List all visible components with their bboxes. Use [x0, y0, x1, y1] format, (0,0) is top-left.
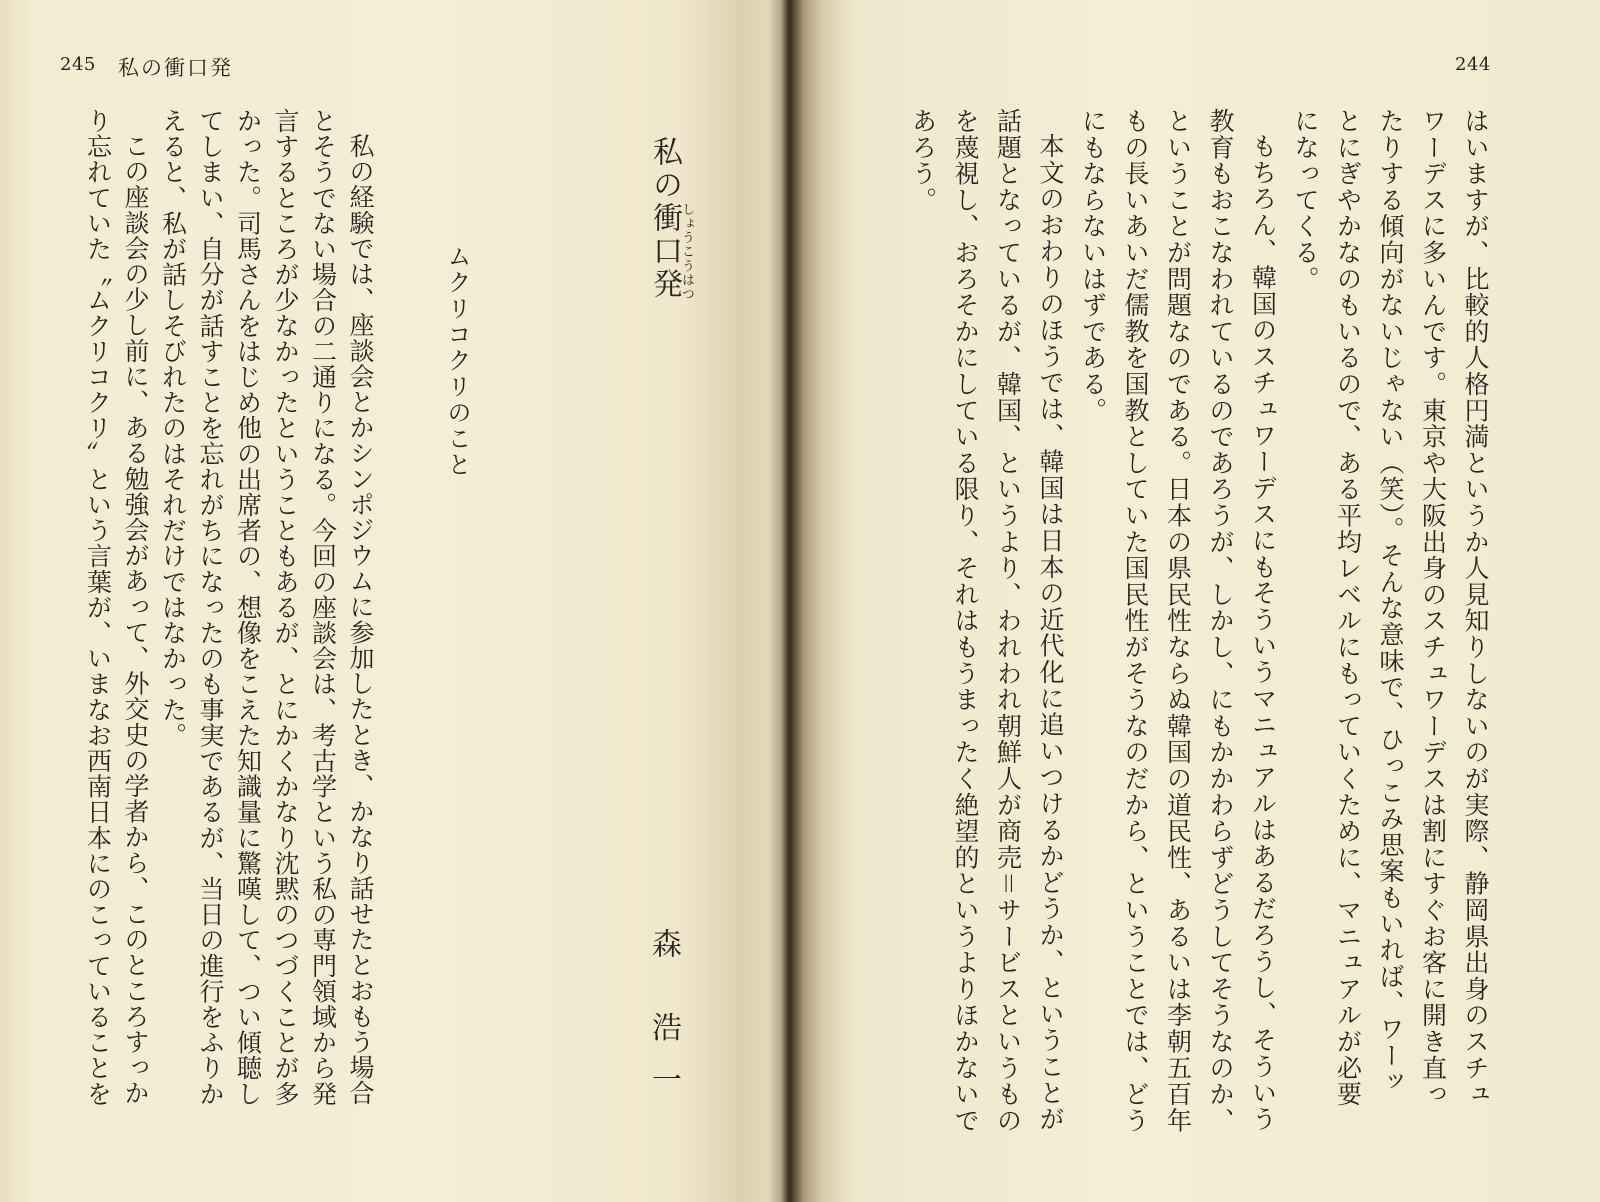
text-column: り忘れていた〝ムクリコクリ〟という言葉が、いまなお西南日本にのこっていることを	[83, 108, 113, 1107]
text-column: てしまい、自分が話すことを忘れがちになったのも事実であるが、当日の進行をふりか	[196, 108, 225, 1107]
text-column: もの長いあいだ儒教を国教としていた国民性がそうなのだから、ということでは、どう	[1121, 108, 1150, 1134]
author-name: 森 浩一	[646, 928, 681, 1116]
text-column: ワーデスに多いんです。東京や大阪出身のスチュワーデスは割にすぐお客に開き直っ	[1418, 108, 1448, 1108]
essay-title-prefix: 私の	[647, 136, 682, 202]
text-column: 私の経験では、座談会とかシンポジウムに参加したとき、かなり話せたとおもう場合	[346, 133, 375, 1106]
essay-title-ruby-base: 衝口発	[647, 202, 682, 301]
book-gutter	[768, 0, 804, 1202]
essay-title-ruby	[647, 202, 694, 301]
text-column: 教育もおこなわれているのであろうが、しかし、にもかかわらずどうしてそうなのか、	[1206, 108, 1235, 1134]
text-column: 本文のおわりのほうでは、韓国は日本の近代化に追いつけるかどうか、ということが	[1036, 133, 1065, 1133]
text-column: になってくる。	[1291, 108, 1320, 293]
text-column: ということが問題なのである。日本の県民性ならぬ韓国の道民性、あるいは李朝五百年	[1163, 108, 1193, 1134]
right-page-body	[901, 108, 1496, 1178]
section-subtitle: ムクリコクリのこと	[443, 244, 471, 478]
text-column: 言するところが少なかったということもあるが、とにかくかなり沈黙のつづくことが多	[271, 108, 300, 1107]
running-title: 私の衝口発	[118, 56, 233, 80]
essay-title	[646, 136, 694, 301]
text-column: この座談会の少し前に、ある勉強会があって、外交史の学者から、このところすっか	[121, 133, 150, 1106]
page-number-right: 244	[1455, 54, 1491, 75]
text-column: はいますが、比較的人格円満というか人見知りしないのが実際、静岡県出身のスチュ	[1461, 108, 1490, 1108]
essay-title-ruby-reading: しょうこうはつ	[679, 202, 694, 301]
page-number-left: 245	[60, 54, 96, 75]
text-column: かった。司馬さんをはじめ他の出席者の、想像をこえた知識量に驚嘆して、つい傾聴し	[233, 108, 263, 1107]
text-column: とにぎやかなのもいるので、ある平均レベルにもっていくために、マニュアルが必要	[1333, 108, 1363, 1108]
text-column: あろう。	[908, 108, 938, 214]
text-column: たりする傾向がないじゃない（笑）。そんな意味で、ひっこみ思案もいれば、ワーッ	[1376, 108, 1405, 1095]
text-column: を蔑視し、おろそかにしている限り、それはもうまったく絶望的というよりほかないで	[951, 108, 980, 1134]
left-page-body	[79, 108, 379, 1178]
text-column: にもならないはずである。	[1078, 108, 1108, 424]
text-column: とそうでない場合の二通りになる。今回の座談会は、考古学という私の専門領域から発	[308, 108, 338, 1107]
text-column: えると、私が話しそびれたのはそれだけではなかった。	[158, 108, 188, 748]
text-column: 話題となっているが、韓国、というより、われわれ朝鮮人が商売＝サービスというもの	[993, 108, 1023, 1134]
text-column: もちろん、韓国のスチュワーデスにもそういうマニュアルはあるだろうし、そういう	[1248, 133, 1278, 1133]
